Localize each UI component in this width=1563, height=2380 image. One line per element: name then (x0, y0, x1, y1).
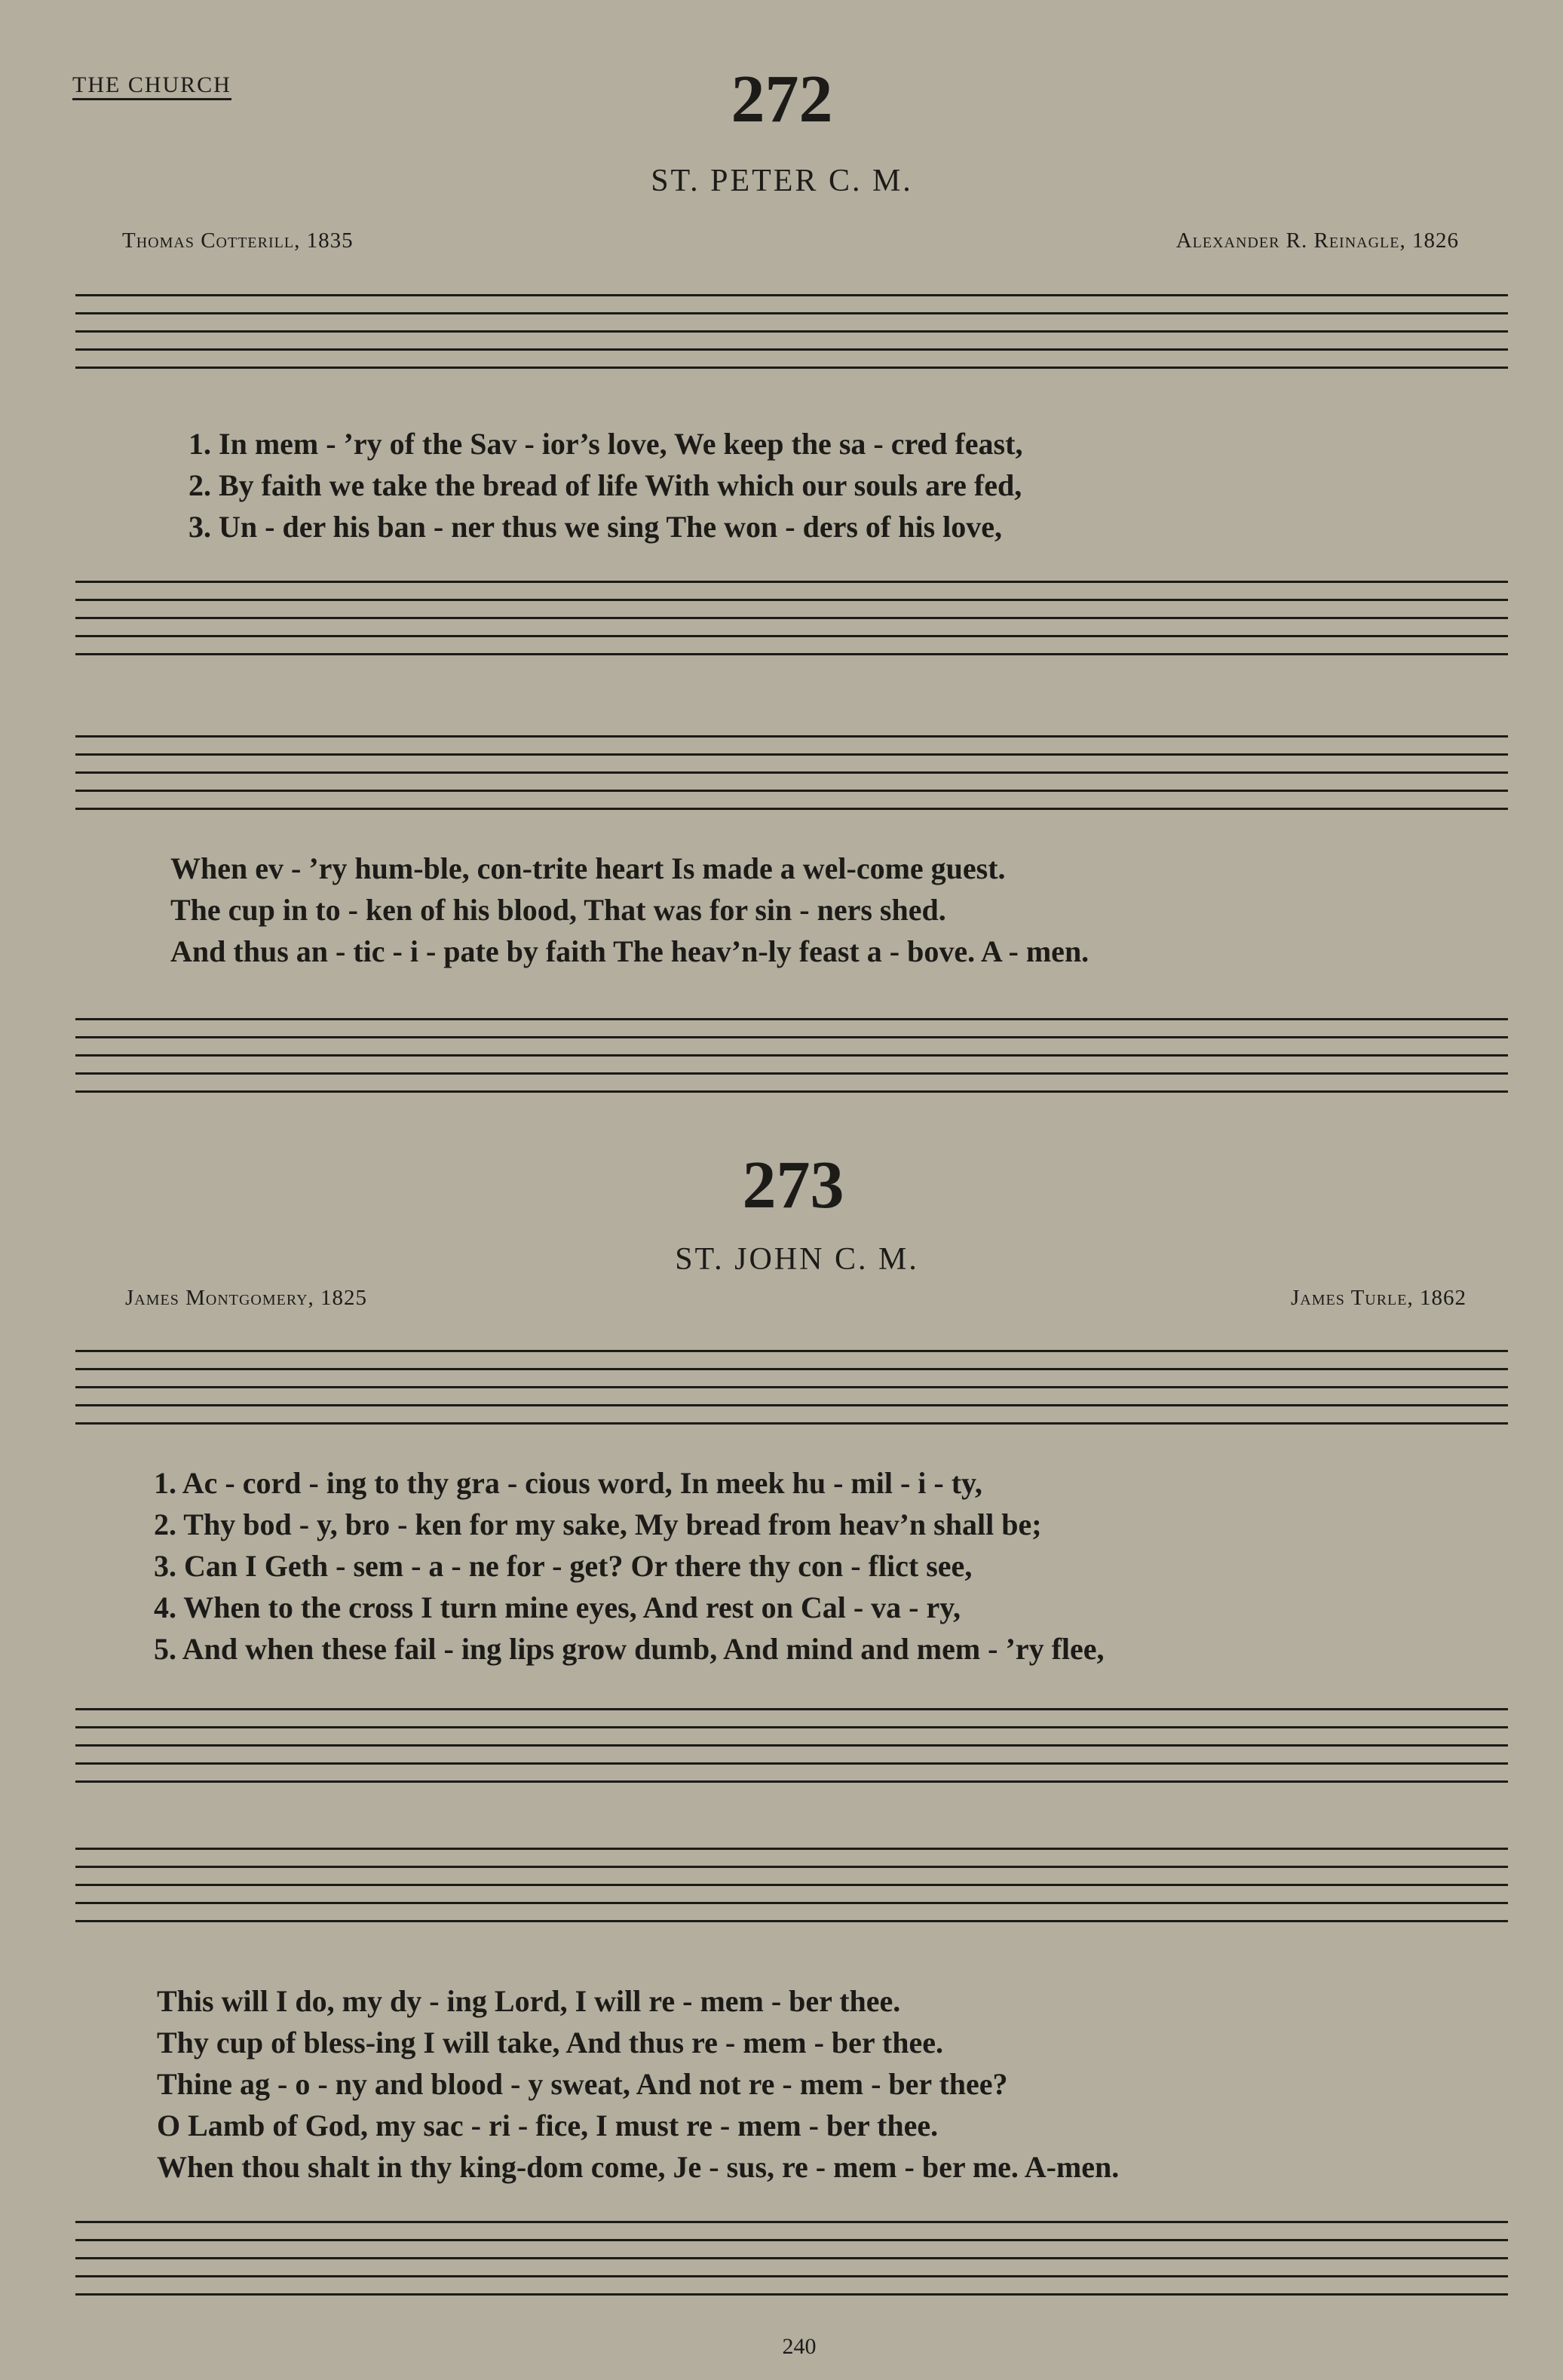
bass-staff (75, 2221, 1508, 2296)
section-label: THE CHURCH (72, 72, 231, 100)
tune-name-273: ST. JOHN C. M. (675, 1242, 919, 1277)
verse-2-line-1: 2. Thy bod - y, bro - ken for my sake, My bread from heav’n shall be; (154, 1507, 1042, 1541)
treble-staff (75, 1848, 1508, 1923)
verse-3-line-1: 3. Un - der his ban - ner thus we sing The won - ders of his love, (188, 510, 1003, 544)
verse-3-line-1: 3. Can I Geth - sem - a - ne for - get? Or there thy con - flict see, (154, 1549, 973, 1583)
music-credit-272: Alexander R. Reinagle, 1826 (1175, 228, 1459, 253)
hymn-number-272: 272 (731, 62, 833, 136)
verse-1-line-2: When ev - ’ry hum-ble, con-trite heart Is made a wel-come guest. (170, 851, 1006, 885)
verse-1-line-2: This will I do, my dy - ing Lord, I will re - mem - ber thee. (157, 1984, 901, 2018)
verse-4-line-1: 4. When to the cross I turn mine eyes, And rest on Cal - va - ry, (154, 1590, 961, 1624)
verse-5-line-1: 5. And when these fail - ing lips grow dumb, And mind and mem - ’ry flee, (154, 1632, 1105, 1666)
bass-staff (75, 581, 1508, 656)
verse-5-line-2: When thou shalt in thy king-dom come, Je - sus, re - mem - ber me. A-men. (157, 2150, 1120, 2184)
hymn-number-273: 273 (742, 1148, 844, 1222)
verse-2-line-2: Thy cup of bless-ing I will take, And thus re - mem - ber thee. (157, 2026, 944, 2059)
treble-staff (75, 1350, 1508, 1425)
verse-2-line-1: 2. By faith we take the bread of life With which our souls are fed, (188, 468, 1022, 502)
page-number: 240 (782, 2334, 817, 2359)
verse-1-line-1: 1. Ac - cord - ing to thy gra - cious word, In meek hu - mil - i - ty, (154, 1466, 982, 1500)
words-credit-272: Thomas Cotterill, 1835 (122, 228, 354, 253)
verse-3-line-2: And thus an - tic - i - pate by faith The heav’n-ly feast a - bove. A - men. (170, 934, 1090, 968)
verse-2-line-2: The cup in to - ken of his blood, That was for sin - ners shed. (170, 893, 946, 927)
treble-staff (75, 294, 1508, 370)
bass-staff (75, 1018, 1508, 1093)
words-credit-273: James Montgomery, 1825 (125, 1286, 368, 1310)
bass-staff (75, 1708, 1508, 1783)
verse-3-line-2: Thine ag - o - ny and blood - y sweat, And not re - mem - ber thee? (157, 2067, 1008, 2101)
music-credit-273: James Turle, 1862 (1290, 1286, 1466, 1310)
verse-4-line-2: O Lamb of God, my sac - ri - fice, I must re - mem - ber thee. (157, 2109, 939, 2142)
treble-staff (75, 735, 1508, 811)
verse-1-line-1: 1. In mem - ’ry of the Sav - ior’s love, We keep the sa - cred feast, (188, 427, 1023, 461)
tune-name-272: ST. PETER C. M. (651, 164, 913, 198)
